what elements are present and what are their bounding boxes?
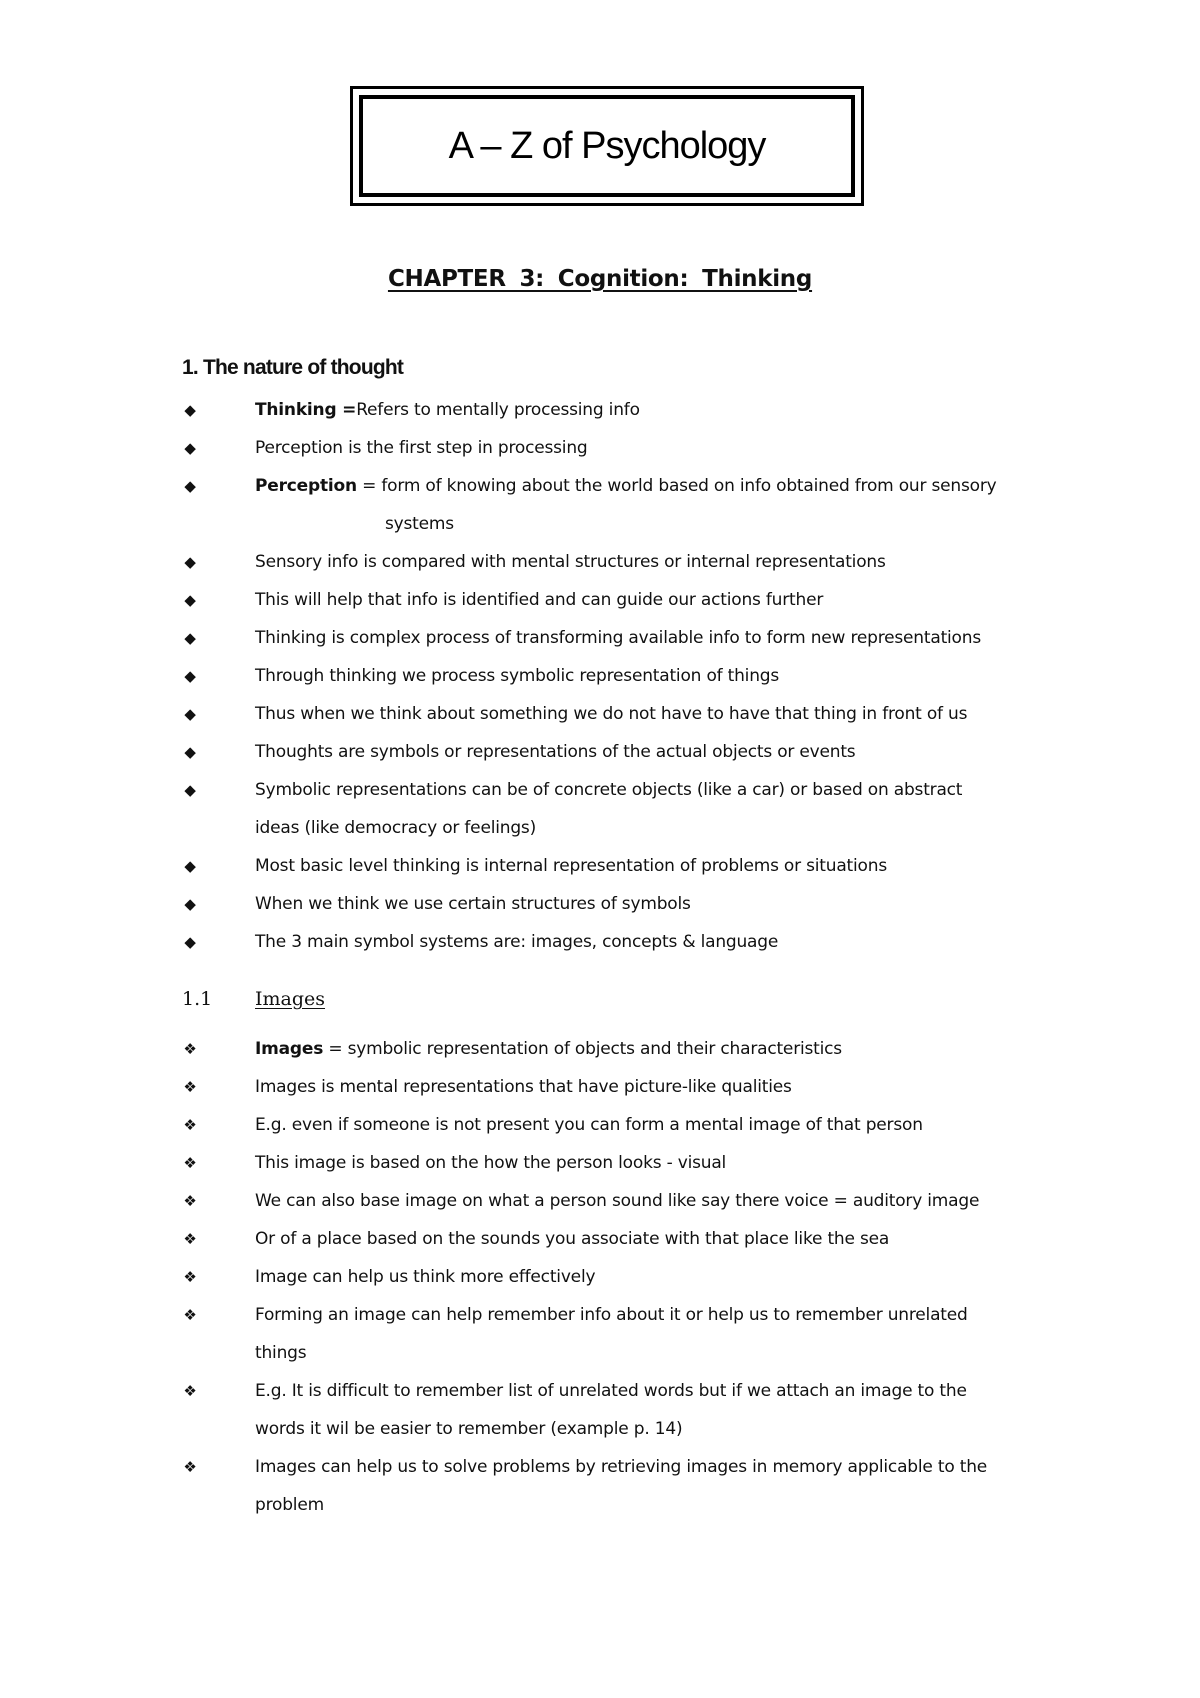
list-item [0, 1106, 1200, 1144]
list-item-text: Or of a place based on the sounds you associate with that place like the sea [255, 1229, 890, 1249]
list-item-text: Thinking is complex process of transforming available info to form new representations [255, 628, 981, 648]
four-diamond-bullet-icon: ❖ [183, 1306, 197, 1324]
list-item-text: = form of knowing about the world based on info obtained from our sensory [356, 476, 997, 496]
list-item-text: Thoughts are symbols or representations of the actual objects or events [255, 742, 856, 762]
list-item-text: Symbolic representations can be of concrete objects (like a car) or based on abstract ideas (like democracy or feelings) [255, 780, 963, 838]
list-item-text: Refers to mentally processing info [356, 400, 640, 420]
list-item [0, 619, 1200, 657]
list-item [0, 1030, 1200, 1068]
title-box [350, 86, 864, 206]
four-diamond-bullet-icon: ❖ [183, 1154, 197, 1172]
chapter-heading: CHAPTER 3: Cognition: Thinking [387, 266, 813, 292]
diamond-bullet-icon: ◆ [184, 591, 196, 609]
diamond-bullet-icon: ◆ [184, 705, 196, 723]
list-item [0, 1144, 1200, 1182]
list-item-text: Thus when we think about something we do not have to have that thing in front of us [255, 704, 968, 724]
list-item-text: E.g. even if someone is not present you can form a mental image of that person [255, 1115, 923, 1135]
list-item-text: = symbolic representation of objects and their characteristics [323, 1039, 842, 1059]
list-item [0, 1068, 1200, 1106]
diamond-bullet-icon: ◆ [184, 895, 196, 913]
four-diamond-bullet-icon: ❖ [183, 1040, 197, 1058]
list-item-text: Images is mental representations that have picture-like qualities [255, 1077, 792, 1097]
list-item-text: The 3 main symbol systems are: images, concepts & language [255, 932, 779, 952]
list-item [0, 1182, 1200, 1220]
four-diamond-bullet-icon: ❖ [183, 1458, 197, 1476]
list-item [0, 923, 1200, 961]
list-item [0, 695, 1200, 733]
list-item [0, 581, 1200, 619]
term: Thinking = [255, 400, 357, 420]
list-item-text: Forming an image can help remember info about it or help us to remember unrelated things [255, 1305, 968, 1363]
list-item [0, 1372, 1200, 1448]
list-item [0, 391, 1200, 429]
list-item-text: Most basic level thinking is internal representation of problems or situations [255, 856, 887, 876]
list-item-continuation: systems [385, 514, 454, 534]
list-item-text: E.g. It is difficult to remember list of unrelated words but if we attach an image to the words it wil be easier to remember (example p. 14) [255, 1381, 967, 1439]
diamond-bullet-icon: ◆ [184, 743, 196, 761]
list-item [0, 657, 1200, 695]
diamond-bullet-icon: ◆ [184, 933, 196, 951]
four-diamond-bullet-icon: ❖ [183, 1382, 197, 1400]
subsection-title: Images [255, 988, 326, 1010]
diamond-bullet-icon: ◆ [184, 667, 196, 685]
list-item-text: Image can help us think more effectively [255, 1267, 596, 1287]
four-diamond-bullet-icon: ❖ [183, 1192, 197, 1210]
four-diamond-bullet-icon: ❖ [183, 1078, 197, 1096]
list-item-text: Through thinking we process symbolic representation of things [255, 666, 780, 686]
diamond-bullet-icon: ◆ [184, 629, 196, 647]
images-list [0, 1030, 1200, 1524]
title-box-inner-border [359, 95, 855, 197]
four-diamond-bullet-icon: ❖ [183, 1268, 197, 1286]
diamond-bullet-icon: ◆ [184, 439, 196, 457]
list-item-text: Images can help us to solve problems by retrieving images in memory applicable to the problem [255, 1457, 988, 1515]
list-item [0, 467, 1200, 543]
list-item-text: This will help that info is identified and can guide our actions further [255, 590, 824, 610]
list-item [0, 771, 1200, 847]
diamond-bullet-icon: ◆ [184, 401, 196, 419]
diamond-bullet-icon: ◆ [184, 781, 196, 799]
list-item-text: When we think we use certain structures of symbols [255, 894, 691, 914]
nature-of-thought-list [0, 391, 1200, 961]
diamond-bullet-icon: ◆ [184, 857, 196, 875]
term: Images [255, 1039, 324, 1059]
list-item [0, 1296, 1200, 1372]
list-item [0, 543, 1200, 581]
document-title: A – Z of Psychology [448, 124, 766, 167]
list-item [0, 733, 1200, 771]
term: Perception [255, 476, 357, 496]
section-heading-nature-of-thought: 1. The nature of thought [182, 356, 404, 379]
diamond-bullet-icon: ◆ [184, 553, 196, 571]
diamond-bullet-icon: ◆ [184, 477, 196, 495]
list-item [0, 1220, 1200, 1258]
list-item [0, 429, 1200, 467]
four-diamond-bullet-icon: ❖ [183, 1230, 197, 1248]
list-item-text: This image is based on the how the person looks - visual [255, 1153, 727, 1173]
list-item-text: We can also base image on what a person sound like say there voice = auditory image [255, 1191, 980, 1211]
list-item [0, 885, 1200, 923]
four-diamond-bullet-icon: ❖ [183, 1116, 197, 1134]
list-item [0, 1258, 1200, 1296]
subsection-heading-images [182, 988, 325, 1010]
list-item-text: Sensory info is compared with mental structures or internal representations [255, 552, 886, 572]
list-item-text: Perception is the first step in processing [255, 438, 588, 458]
list-item [0, 847, 1200, 885]
list-item [0, 1448, 1200, 1524]
subsection-number: 1.1 [182, 988, 213, 1010]
